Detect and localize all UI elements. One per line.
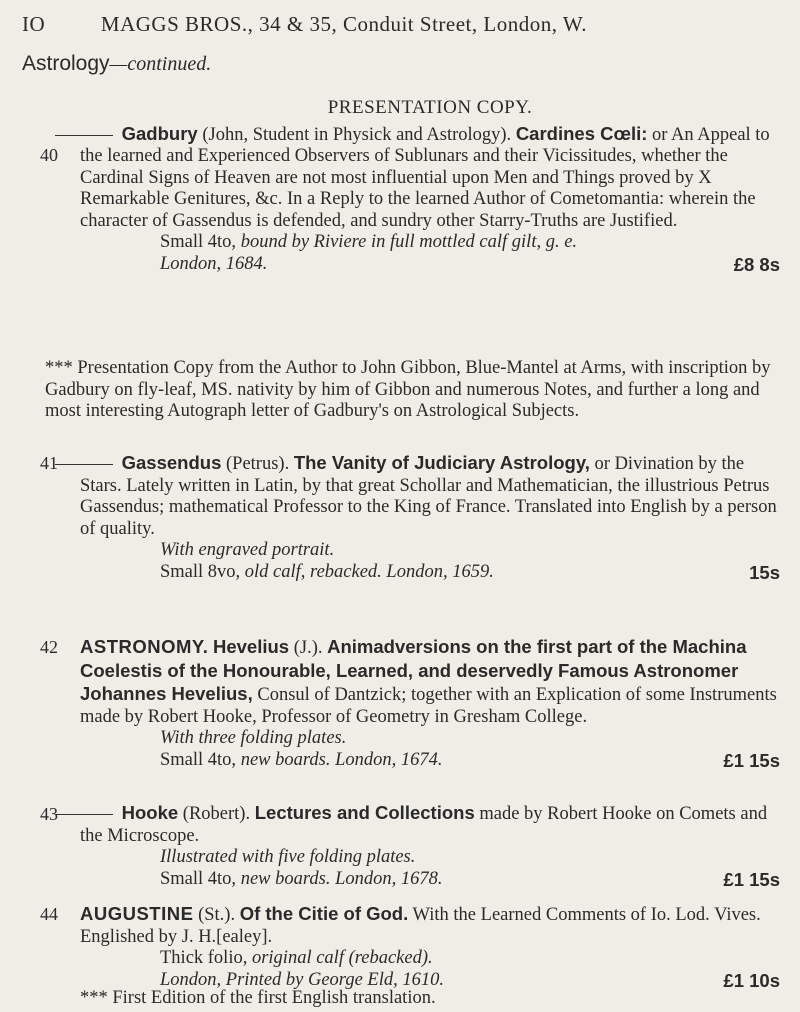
entry-format-line	[80, 869, 780, 891]
entry-illustrations: With engraved portrait.	[160, 540, 335, 560]
entry-text: or Divination by the Stars. Lately written in Latin, by that great Schollar and Mathematician, the illustrious Petrus Gassendus; mathematical Professor to the King of France. Translated into English by a person of quality.	[80, 454, 777, 539]
catalogue-entry	[80, 97, 780, 275]
entry-binding: new boards.	[240, 749, 331, 770]
section-heading	[22, 52, 211, 76]
entry-price: £8 8s	[733, 253, 780, 275]
entry-price: £1 15s	[723, 749, 780, 771]
entry-format: Small 8vo,	[160, 561, 241, 582]
entry-body	[80, 802, 780, 847]
entry-title: Lectures and Collections	[254, 802, 475, 823]
entry-price: £1 15s	[723, 868, 780, 890]
entry-binding: bound by Riviere in full mottled calf gilt, g. e.	[240, 232, 578, 252]
entry-author-detail: (John, Student in Physick and Astrology).	[202, 124, 512, 145]
entry-author-detail: (Petrus).	[226, 454, 290, 474]
entry-number: 42	[40, 637, 58, 657]
entry-author-detail: (St.).	[198, 905, 236, 925]
entry-imprint: London, 1674.	[335, 749, 443, 770]
entry-format: Small 4to,	[160, 868, 237, 889]
entry-imprint: London, Printed by George Eld, 1610.	[160, 969, 444, 990]
entry-binding: old calf, rebacked.	[244, 561, 382, 582]
page-number: IO	[22, 12, 46, 36]
section-continued: —continued.	[109, 53, 212, 75]
entry-number: 44	[40, 904, 58, 924]
ditto-rule	[55, 814, 113, 815]
publisher-line: MAGGS BROS., 34 & 35, Conduit Street, London, W.	[100, 12, 587, 36]
entry-author-detail: (Robert).	[182, 804, 251, 824]
entry-body	[80, 903, 780, 948]
entry-note-text: *** Presentation Copy from the Author to John Gibbon, Blue-Mantel at Arms, with inscription by Gadbury on fly-leaf, MS. nativity by him of Gibbon and numerous Notes, and further a long and most interesting Autograph letter of Gadbury's on Astrological Subjects.	[45, 358, 771, 421]
entry-format: Thick folio,	[160, 948, 248, 968]
entry-note-text: *** First Edition of the first English translation.	[80, 988, 436, 1008]
entry-price: 15s	[749, 561, 780, 583]
entry-body	[80, 123, 780, 233]
entry-imprint: London, 1684.	[160, 253, 268, 274]
ditto-rule	[55, 135, 113, 136]
entry-body	[80, 636, 780, 728]
entry-imprint: London, 1678.	[335, 868, 443, 889]
entry-text: Consul of Dantzick; together with an Explication of some Instruments made by Robert Hooke, Professor of Geometry in Gresham College.	[80, 685, 777, 727]
entry-text: made by Robert Hooke on Comets and the Microscope.	[80, 804, 768, 846]
page-header	[22, 12, 587, 37]
entry-title: Cardines Cœli:	[515, 122, 648, 144]
entry-binding: new boards.	[240, 868, 331, 889]
entry-note	[80, 988, 780, 1010]
entry-format: Small 4to,	[160, 232, 237, 252]
entry-imprint-line	[80, 254, 780, 276]
catalogue-entry	[80, 802, 780, 890]
entry-number: 40	[40, 145, 58, 165]
entry-title: Animadversions on the first part of the Machina Coelestis of the Honourable, Learned, and deservedly Famous Astronomer Johannes Hevelius,	[80, 636, 747, 704]
ditto-rule	[55, 464, 113, 465]
entry-binding: original calf (rebacked).	[251, 948, 433, 968]
entry-author-detail: (J.).	[293, 638, 323, 658]
entry-subject: ASTRONOMY.	[80, 636, 209, 657]
entry-format-line	[80, 562, 780, 584]
entry-author: Hevelius	[212, 636, 290, 657]
entry-text: With the Learned Comments of Io. Lod. Vives. Englished by J. H.[ealey].	[80, 905, 761, 947]
entry-note	[45, 358, 780, 423]
catalogue-entry	[80, 903, 780, 991]
entry-format-line	[80, 750, 780, 772]
section-title: Astrology	[22, 52, 110, 75]
entry-author: Gadbury	[121, 122, 198, 144]
entry-body	[80, 452, 780, 540]
catalogue-entry	[80, 636, 780, 771]
entry-illustrations: Illustrated with five folding plates.	[160, 847, 416, 867]
entry-format-line	[80, 232, 780, 254]
entry-author: Hooke	[121, 802, 179, 823]
entry-price: £1 10s	[723, 969, 780, 991]
catalogue-entry	[80, 452, 780, 583]
entry-format-line	[80, 948, 780, 970]
entry-number: 43	[40, 804, 58, 824]
entry-heading: PRESENTATION COPY.	[327, 97, 533, 118]
entry-author: Gassendus	[121, 452, 222, 473]
entry-imprint: London, 1659.	[386, 561, 494, 582]
entry-number: 41	[40, 453, 58, 473]
entry-title: Of the Citie of God.	[239, 903, 409, 924]
entry-text: or An Appeal to the learned and Experienced Observers of Sublunars and their Vicissitudes, whether the Cardinal Signs of Heaven are not most influential upon Men and Things proved by X Remarkable Genitures, &c. In a Reply to the learned Author of Cometomantia: wherein the character of Gassendus is defended, and sundry other Starry-Truths are Justified.	[80, 124, 770, 231]
entry-title: The Vanity of Judiciary Astrology,	[293, 452, 590, 473]
entry-format: Small 4to,	[160, 749, 237, 770]
entry-illustrations: With three folding plates.	[160, 728, 347, 748]
entry-author: AUGUSTINE	[80, 903, 194, 924]
